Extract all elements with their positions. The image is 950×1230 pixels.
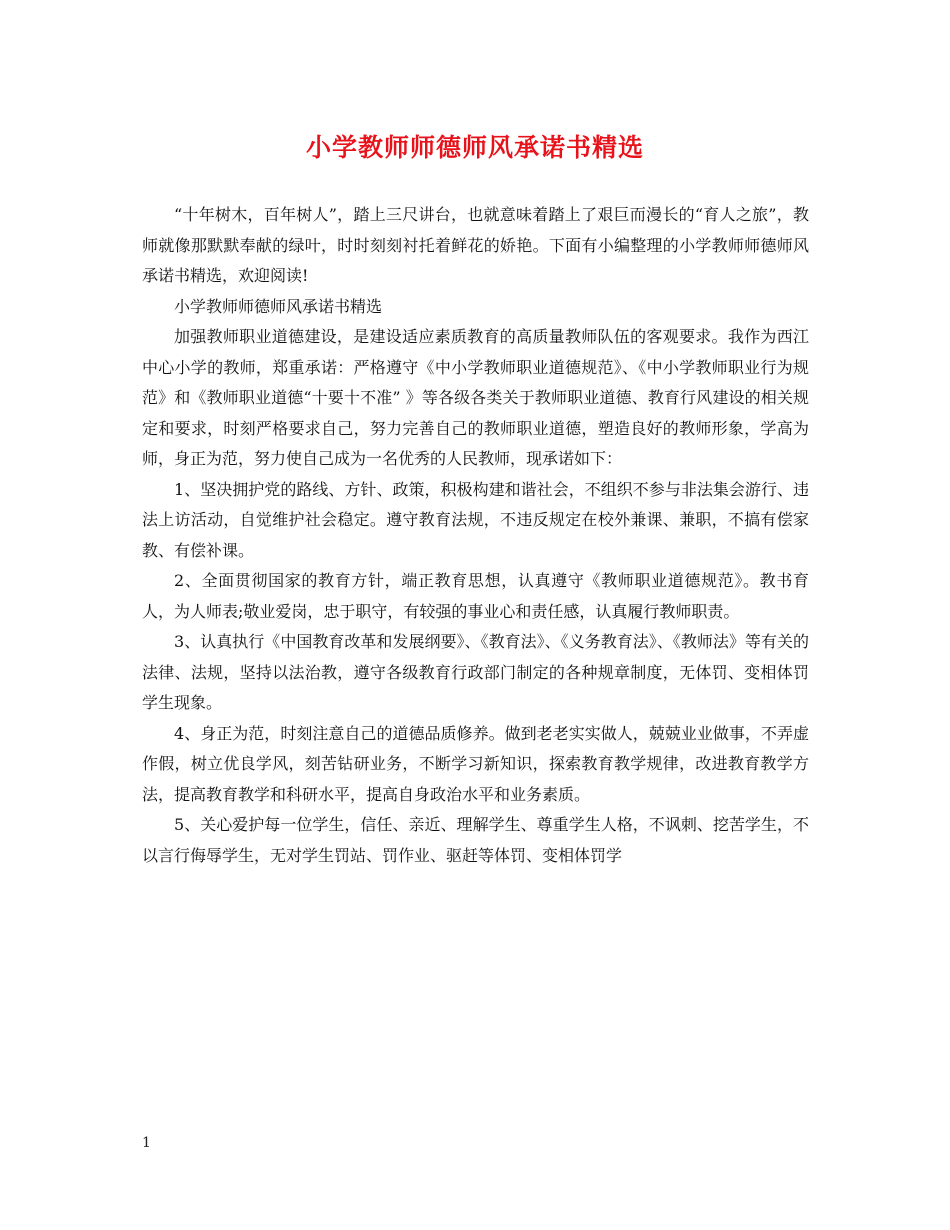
intro-paragraph: “十年树木，百年树人”，踏上三尺讲台，也就意味着踏上了艰巨而漫长的“育人之旅”，教师就像那默默奉献的绿叶，时时刻刻衬托着鲜花的娇艳。下面有小编整理的小学教师师德师风承诺书精选，欢迎阅读! [142, 205, 809, 285]
commitment-item-3: 3、认真执行《中国教育改革和发展纲要》、《教育法》、《义务教育法》、《教师法》等有关的法律、法规，坚持以法治教，遵守各级教育行政部门制定的各种规章制度，无体罚、变相体罚学生现象。 [142, 632, 809, 712]
preamble-paragraph: 加强教师职业道德建设，是建设适应素质教育的高质量教师队伍的客观要求。我作为西江中心小学的教师，郑重承诺：严格遵守《中小学教师职业道德规范》、《中小学教师职业行为规范》和《教师职业道德“十要十不准” 》等各级各类关于教师职业道德、教育行风建设的相关规定和要求，时刻严格要求自己，努力完善自己的教师职业道德，塑造良好的教师形象，学高为师，身正为范，努力使自己成为一名优秀的人民教师，现承诺如下： [142, 327, 809, 468]
commitment-item-5: 5、关心爱护每一位学生，信任、亲近、理解学生、尊重学生人格，不讽刺、挖苦学生，不以言行侮辱学生，无对学生罚站、罚作业、驱赶等体罚、变相体罚学 [142, 815, 809, 865]
commitment-item-4: 4、身正为范，时刻注意自己的道德品质修养。做到老老实实做人，兢兢业业做事，不弄虚作假，树立优良学风，刻苦钻研业务，不断学习新知识，探索教育教学规律，改进教育教学方法，提高教育教学和科研水平，提高自身政治水平和业务素质。 [142, 723, 809, 804]
commitment-item-2: 2、全面贯彻国家的教育方针，端正教育思想，认真遵守《教师职业道德规范》。教书育人，为人师表;敬业爱岗，忠于职守，有较强的事业心和责任感，认真履行教师职责。 [142, 571, 809, 621]
document-body [142, 200, 809, 871]
section-heading: 小学教师师德师风承诺书精选 [174, 296, 383, 316]
document-title: 小学教师师德师风承诺书精选 [305, 133, 644, 162]
commitment-item-1: 1、坚决拥护党的路线、方针、政策，积极构建和谐社会，不组织不参与非法集会游行、违法上访活动，自觉维护社会稳定。遵守教育法规，不违反规定在校外兼课、兼职，不搞有偿家教、有偿补课。 [142, 479, 809, 560]
page-number: 1 [142, 1135, 151, 1151]
